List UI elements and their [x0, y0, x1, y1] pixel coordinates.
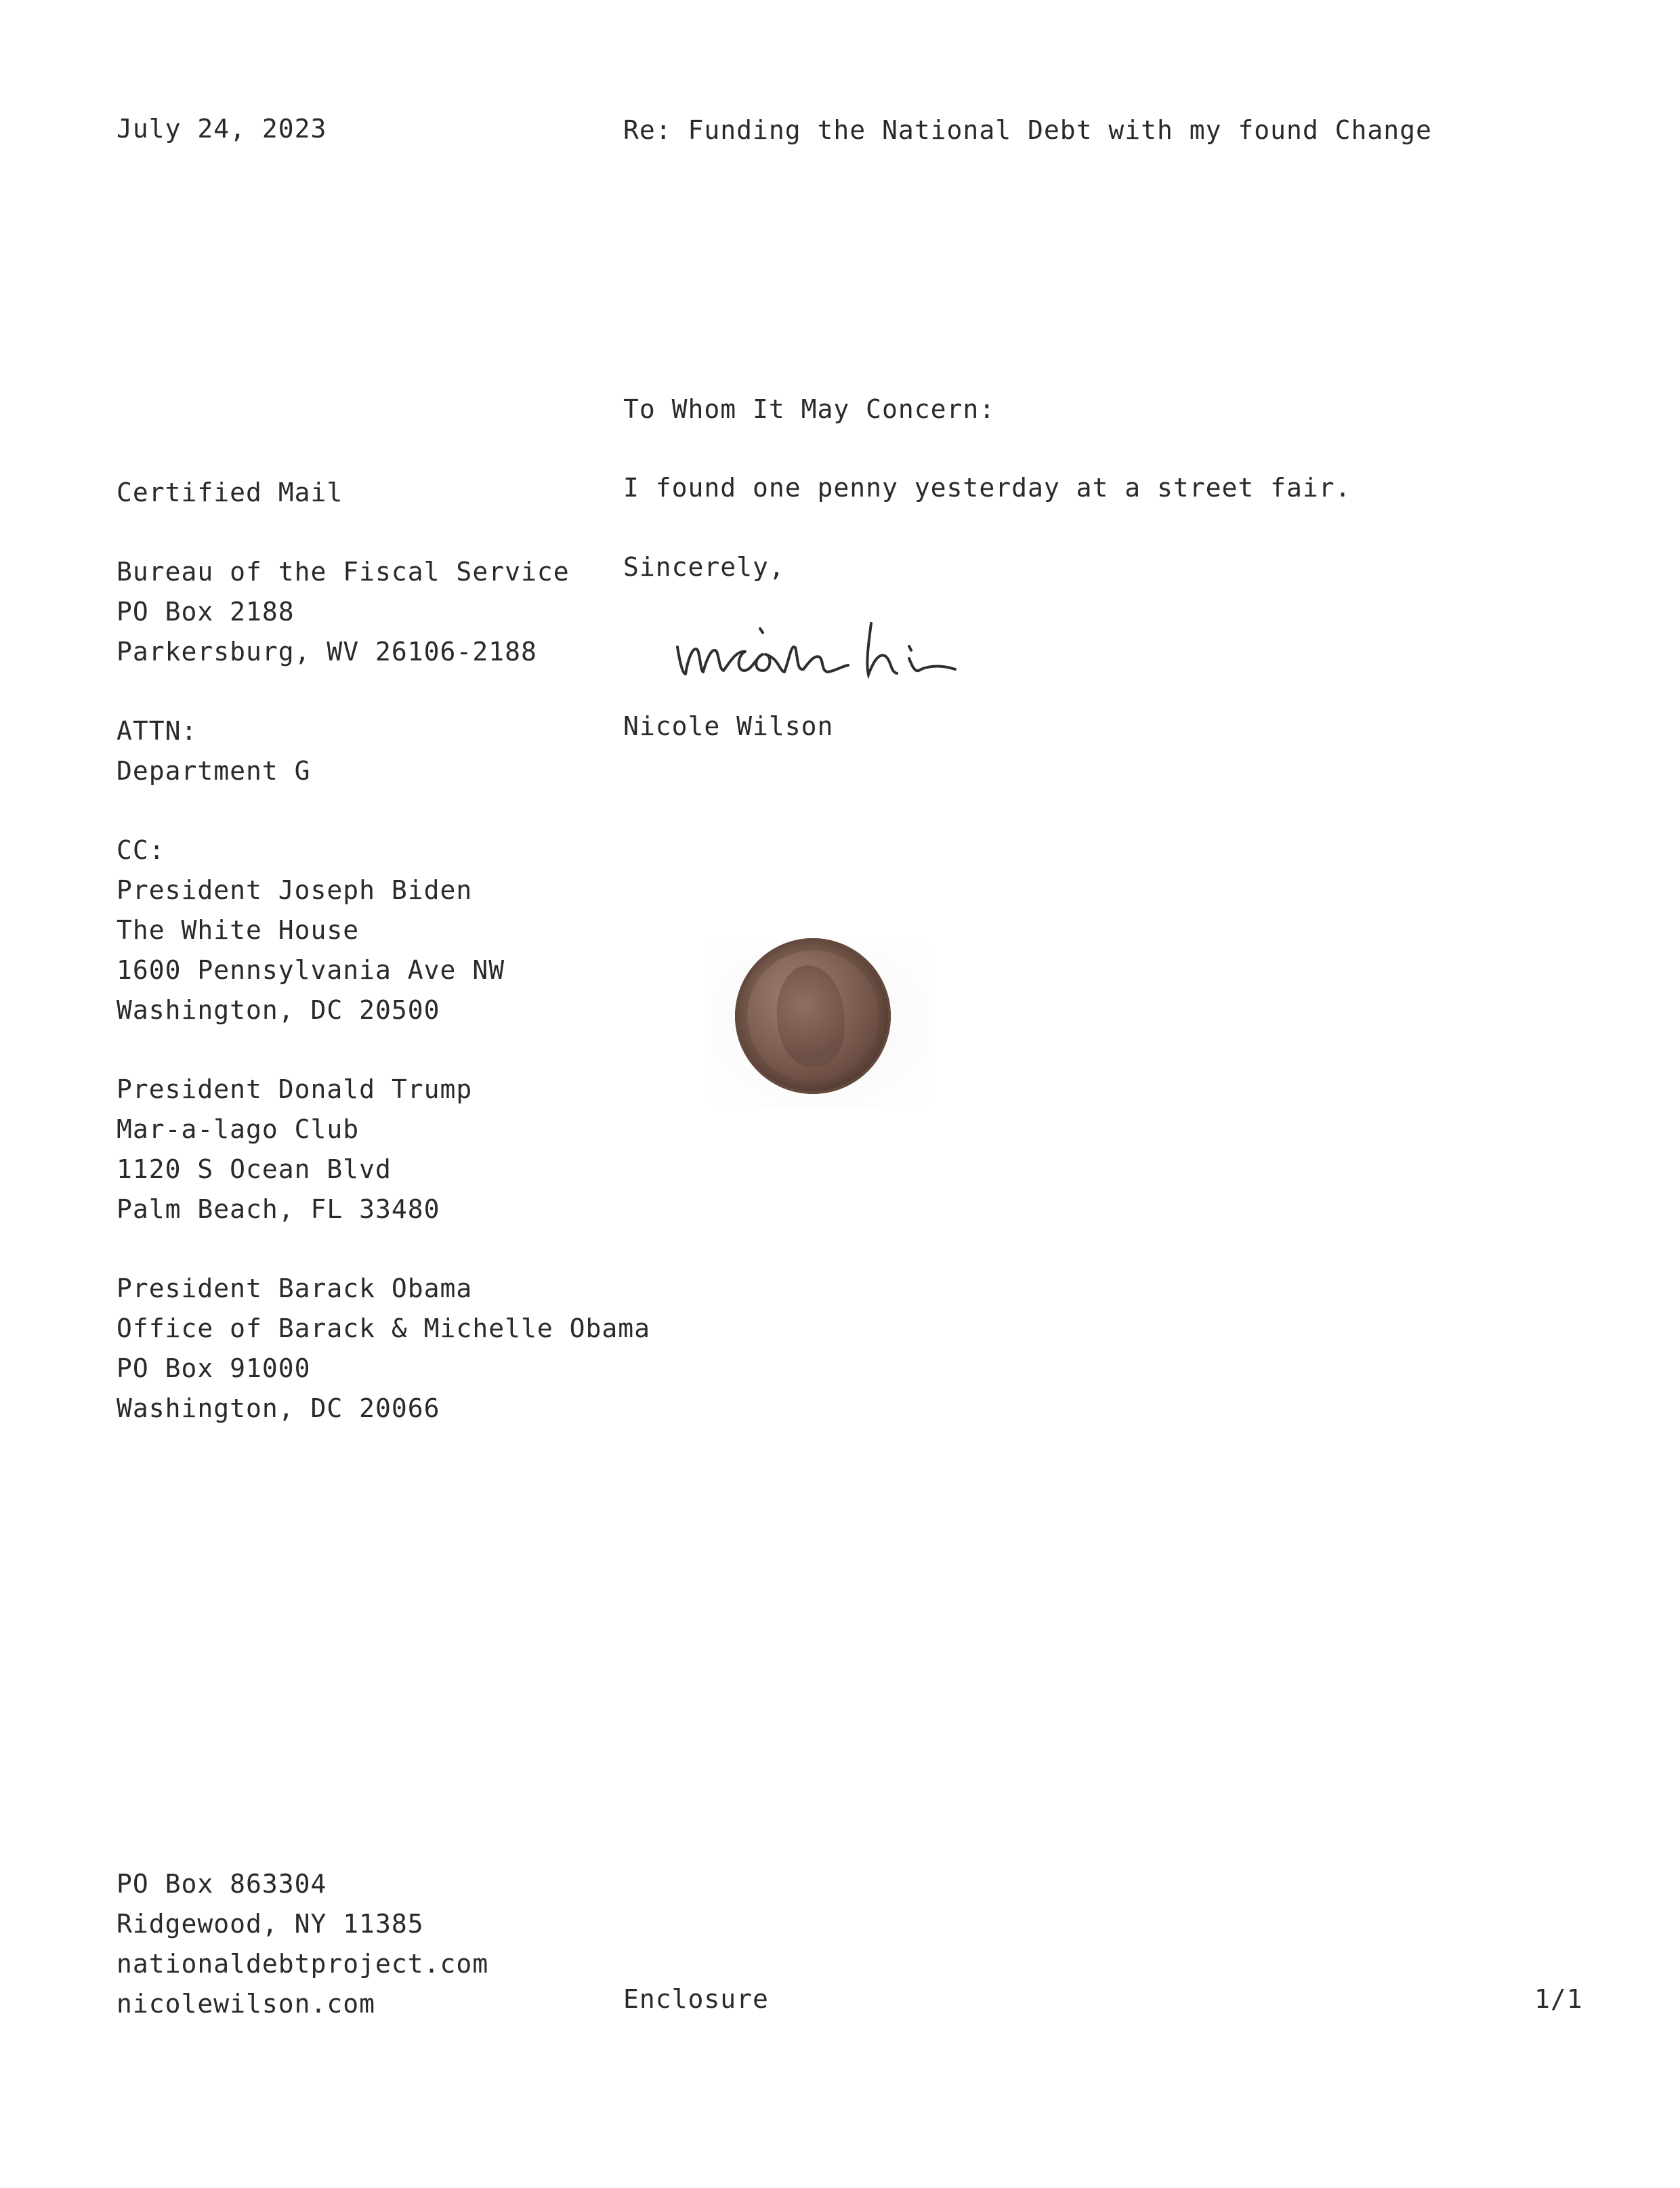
cc-address-line: Office of Barack & Michelle Obama — [117, 1313, 650, 1343]
sender-website: nationaldebtproject.com — [117, 1949, 489, 1979]
sender-address — [117, 1864, 488, 2024]
cc-address-line: President Barack Obama — [117, 1274, 473, 1303]
sender-website: nicolewilson.com — [117, 1989, 376, 2019]
attn-value: Department G — [117, 756, 311, 786]
cc-address-line: Mar-a-lago Club — [117, 1114, 360, 1144]
salutation: To Whom It May Concern: — [623, 394, 996, 424]
coin-rim — [735, 938, 891, 1094]
cc-label: CC: — [117, 835, 165, 865]
sender-line: Ridgewood, NY 11385 — [117, 1909, 424, 1939]
mail-type: Certified Mail — [117, 478, 343, 507]
letter-body: I found one penny yesterday at a street fair. — [623, 473, 1351, 503]
cc-address-line: President Joseph Biden — [117, 875, 473, 905]
sender-line: PO Box 863304 — [117, 1869, 327, 1899]
cc-address-line: The White House — [117, 915, 360, 945]
cc-address-line: 1600 Pennsylvania Ave NW — [117, 955, 505, 985]
cc-address-line: 1120 S Ocean Blvd — [117, 1154, 392, 1184]
enclosure-note: Enclosure — [623, 1984, 769, 2014]
cc-address-line: Palm Beach, FL 33480 — [117, 1194, 440, 1224]
cc-address-line: PO Box 91000 — [117, 1353, 311, 1383]
address-column — [117, 473, 650, 1429]
cc-address-line: Washington, DC 20066 — [117, 1393, 440, 1423]
signer-name: Nicole Wilson — [623, 711, 834, 741]
closing: Sincerely, — [623, 552, 785, 582]
recipient-line: PO Box 2188 — [117, 597, 295, 627]
cc-address-line: President Donald Trump — [117, 1074, 473, 1104]
taped-penny — [705, 925, 935, 1128]
subject-line: Re: Funding the National Debt with my found Change — [623, 115, 1432, 145]
attn-label: ATTN: — [117, 716, 198, 746]
handwritten-signature — [671, 616, 975, 691]
recipient-line: Parkersburg, WV 26106-2188 — [117, 637, 537, 667]
page-number: 1/1 — [1534, 1984, 1583, 2014]
recipient-line: Bureau of the Fiscal Service — [117, 557, 570, 587]
cc-address-line: Washington, DC 20500 — [117, 995, 440, 1025]
letter-date: July 24, 2023 — [117, 114, 327, 144]
penny-icon — [735, 938, 891, 1094]
